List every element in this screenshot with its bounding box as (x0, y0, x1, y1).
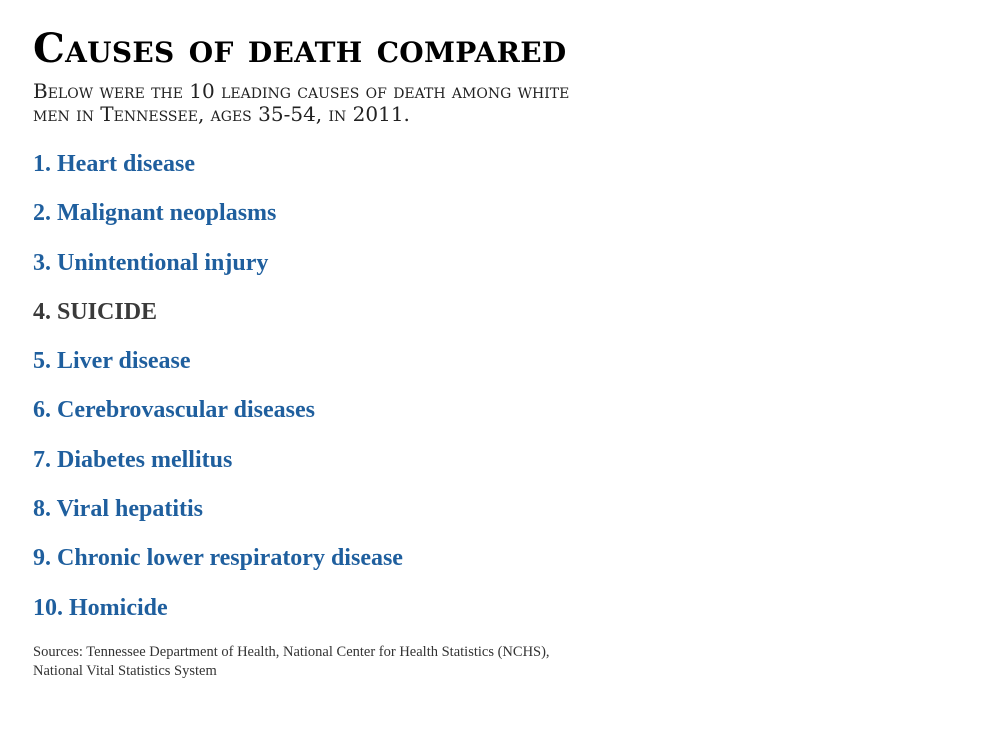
sources-note: Sources: Tennessee Department of Health, National Center for Health Statistics (NCHS), National Vital Statistics System (33, 643, 550, 679)
causes-list (33, 150, 973, 622)
cause-item: 1. Heart disease (33, 151, 195, 177)
subtitle: Below were the 10 leading causes of death among white men in Tennessee, ages 35-54, in 2011. (33, 79, 570, 126)
cause-item: 9. Chronic lower respiratory disease (33, 545, 403, 572)
cause-item: 6. Cerebrovascular diseases (33, 397, 315, 424)
page-title: Causes of death compared (33, 25, 567, 72)
cause-item: 3. Unintentional injury (33, 249, 269, 276)
cause-item: 5. Liver disease (33, 348, 191, 375)
graphic-container (33, 26, 973, 681)
cause-item-highlighted: 4. SUICIDE (33, 298, 158, 325)
cause-item: 2. Malignant neoplasms (33, 200, 277, 227)
cause-item: 8. Viral hepatitis (33, 496, 204, 523)
cause-item: 10. Homicide (33, 594, 168, 621)
cause-item: 7. Diabetes mellitus (33, 446, 233, 473)
